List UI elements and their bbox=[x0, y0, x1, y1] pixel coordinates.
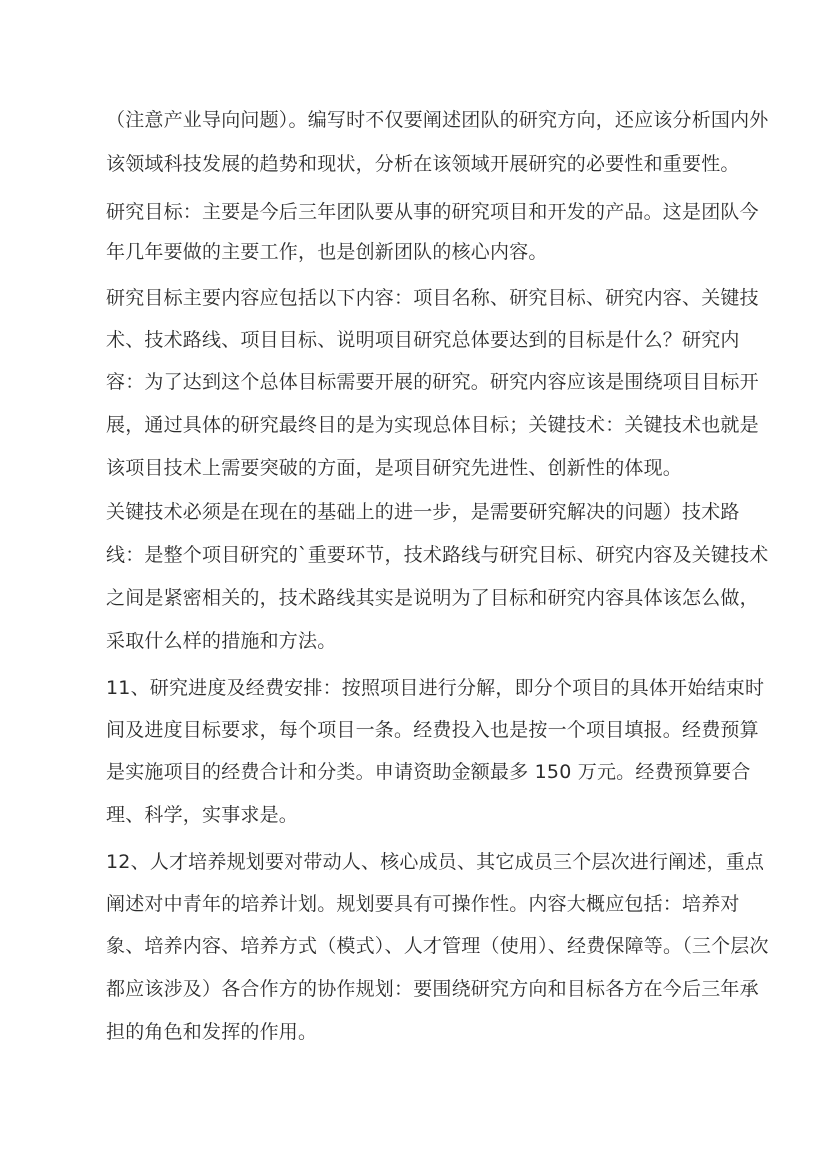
text-line: 象、培养内容、培养方式（模式）、人才管理（使用）、经费保障等。（三个层次 bbox=[106, 935, 769, 957]
text-line: 线：是整个项目研究的`重要环节，技术路线与研究目标、研究内容及关键技术 bbox=[106, 544, 769, 566]
text-line: 该项目技术上需要突破的方面，是项目研究先进性、创新性的体现。 bbox=[106, 457, 683, 479]
text-line: 研究目标：主要是今后三年团队要从事的研究项目和开发的产品。这是团队今 bbox=[106, 201, 759, 223]
text-line: 关键技术必须是在现在的基础上的进一步，是需要研究解决的问题）技术路 bbox=[106, 501, 740, 523]
text-line: 采取什么样的措施和方法。 bbox=[106, 630, 337, 652]
text-line: 11、研究进度及经费安排：按照项目进行分解，即分个项目的具体开始结束时 bbox=[106, 677, 765, 699]
text-line: 阐述对中青年的培养计划。规划要具有可操作性。内容大概应包括：培养对 bbox=[106, 893, 740, 915]
text-line: 容：为了达到这个总体目标需要开展的研究。研究内容应该是围绕项目目标开 bbox=[106, 371, 759, 393]
text-line: 研究目标主要内容应包括以下内容：项目名称、研究目标、研究内容、关键技 bbox=[106, 287, 759, 309]
text-line: 担的角色和发挥的作用。 bbox=[106, 1021, 318, 1043]
text-line: 术、技术路线、项目目标、说明项目研究总体要达到的目标是什么？研究内 bbox=[106, 329, 740, 351]
text-line: 理、科学，实事求是。 bbox=[106, 804, 299, 826]
text-line: （注意产业导向问题）。编写时不仅要阐述团队的研究方向，还应该分析国内外 bbox=[106, 109, 769, 131]
text-line: 展，通过具体的研究最终目的是为实现总体目标；关键技术：关键技术也就是 bbox=[106, 414, 759, 436]
text-line: 该领域科技发展的趋势和现状，分析在该领域开展研究的必要性和重要性。 bbox=[106, 153, 740, 175]
text-line: 都应该涉及）各合作方的协作规划：要围绕研究方向和目标各方在今后三年承 bbox=[106, 978, 759, 1000]
text-line: 年几年要做的主要工作，也是创新团队的核心内容。 bbox=[106, 241, 548, 263]
text-line: 12、人才培养规划要对带动人、核心成员、其它成员三个层次进行阐述，重点 bbox=[106, 851, 765, 873]
text-line: 之间是紧密相关的，技术路线其实是说明为了目标和研究内容具体该怎么做， bbox=[106, 587, 759, 609]
text-line: 是实施项目的经费合计和分类。申请资助金额最多 150 万元。经费预算要合 bbox=[106, 761, 751, 783]
text-line: 间及进度目标要求，每个项目一条。经费投入也是按一个项目填报。经费预算 bbox=[106, 719, 759, 741]
